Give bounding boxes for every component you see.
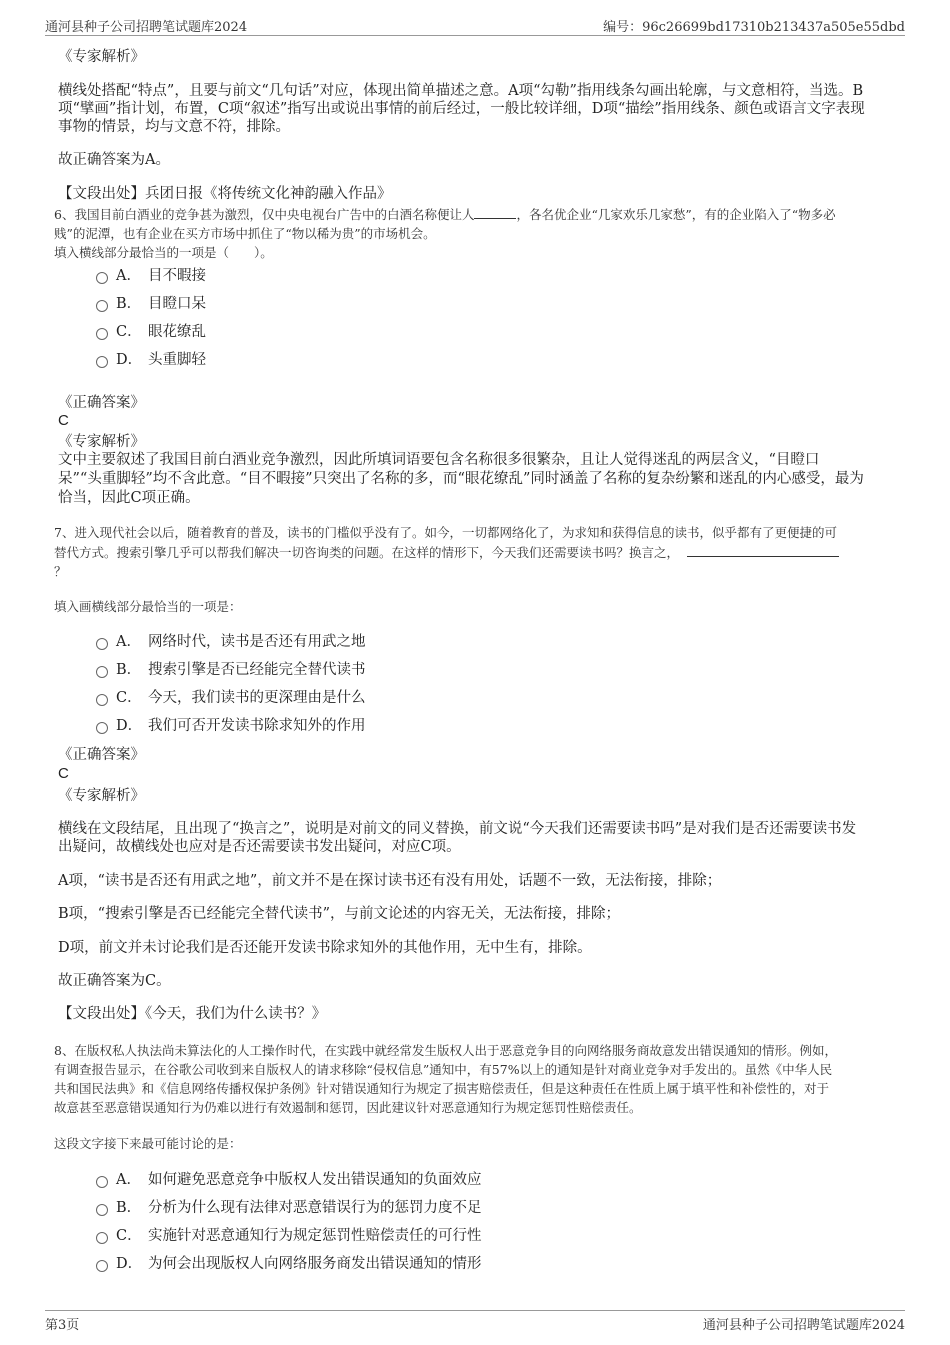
- q6-option-d[interactable]: D． 头重脚轻: [96, 350, 206, 370]
- radio-icon[interactable]: [96, 1204, 108, 1216]
- q6-prompt: 填入横线部分最恰当的一项是（ ）。: [54, 245, 273, 260]
- q7-analysis: [58, 820, 896, 856]
- q7-analysis-label: 《专家解析》: [58, 788, 145, 804]
- q7-conclusion: 故正确答案为C。: [58, 973, 171, 989]
- q6-analysis-line: 恰当，因此C项正确。: [58, 490, 200, 506]
- q5-analysis-line: 横线处搭配“特点”，且要与前文“几句话”对应，体现出简单描述之意。A项“勾勒”指用线条勾画出轮廓，与文意相符，当选。B: [58, 83, 864, 99]
- radio-icon[interactable]: [96, 1176, 108, 1188]
- footer-divider: [45, 1310, 905, 1311]
- q8-option-d[interactable]: D． 为何会出现版权人向网络服务商发出错误通知的情形: [96, 1254, 482, 1274]
- q7-option-b[interactable]: B． 搜索引擎是否已经能完全替代读书: [96, 660, 366, 680]
- q6-analysis-line: 呆”“头重脚轻”均不含此意。“目不暇接”只突出了名称的多，而“眼花缭乱”同时涵盖了名称的复杂纷繁和迷乱的内心感受，最为: [58, 471, 864, 487]
- document-code: 编号：96c26699bd17310b213437a505e55dbd: [603, 20, 905, 35]
- q6-option-a[interactable]: A． 目不暇接: [96, 266, 206, 286]
- q7-prompt: 填入画横线部分最恰当的一项是：: [54, 599, 242, 614]
- q7-option-c[interactable]: C． 今天，我们读书的更深理由是什么: [96, 688, 366, 708]
- q6-stem-part: 6、我国目前白酒业的竞争甚为激烈，仅中央电视台广告中的白酒名称便让人: [54, 207, 475, 222]
- q8-option-b[interactable]: B． 分析为什么现有法律对恶意错误行为的惩罚力度不足: [96, 1198, 482, 1218]
- q7-stem-part: 替代方式。搜索引擎几乎可以帮我们解决一切咨询类的问题。在这样的情形下，今天我们还需要读书吗？换言之，: [54, 545, 680, 560]
- q7-analysis-line: 出疑问，故横线处也应对是否还需要读书发出疑问，对应C项。: [58, 839, 461, 855]
- q5-analysis-label: 《专家解析》: [58, 49, 145, 65]
- header-title: 通河县种子公司招聘笔试题库2024: [45, 20, 248, 35]
- q8-stem-line: 有调查报告显示，在谷歌公司收到来自版权人的请求移除“侵权信息”通知中，有57%以上的通知是针对商业竞争对手发出的。虽然《中华人民: [54, 1062, 833, 1077]
- radio-icon[interactable]: [96, 666, 108, 678]
- radio-icon[interactable]: [96, 1232, 108, 1244]
- q8-option-a[interactable]: A． 如何避免恶意竞争中版权人发出错误通知的负面效应: [96, 1170, 482, 1190]
- q6-answer: C: [58, 412, 69, 429]
- q8-stem-line: 共和国民法典》和《信息网络传播权保护条例》针对错误通知行为规定了损害赔偿责任，但是这种责任在性质上属于填平性和补偿性的，对于: [54, 1081, 830, 1096]
- q7-blank: [687, 542, 839, 557]
- q7-stem-part: ？: [54, 564, 67, 579]
- radio-icon[interactable]: [96, 1260, 108, 1272]
- q8-stem-line: 故意甚至恶意错误通知行为仍难以进行有效遏制和惩罚，因此建议针对恶意通知行为规定惩罚性赔偿责任。: [54, 1100, 642, 1115]
- q5-analysis-line: 项“擘画”指计划，布置，C项“叙述”指写出或说出事情的前后经过，一般比较详细，D项“描绘”指用线条、颜色或语言文字表现: [58, 101, 865, 117]
- q7-answer-label: 《正确答案》: [58, 747, 145, 763]
- radio-icon[interactable]: [96, 356, 108, 368]
- q6-stem-part: ，各名优企业“几家欢乐几家愁”，有的企业陷入了“物多必: [516, 207, 836, 222]
- q6-analysis: [58, 451, 896, 508]
- radio-icon[interactable]: [96, 328, 108, 340]
- q5-conclusion: 故正确答案为A。: [58, 152, 170, 168]
- q7-analysis-d: D项，前文并未讨论我们是否还能开发读书除求知外的其他作用，无中生有，排除。: [58, 940, 592, 956]
- radio-icon[interactable]: [96, 722, 108, 734]
- q6-option-c[interactable]: C． 眼花缭乱: [96, 322, 206, 342]
- q7-answer: C: [58, 765, 69, 782]
- radio-icon[interactable]: [96, 638, 108, 650]
- q7-analysis-b: B项，“搜索引擎是否已经能完全替代读书”，与前文论述的内容无关，无法衔接，排除；: [58, 906, 620, 922]
- q6-stem: [54, 204, 896, 262]
- q6-analysis-label: 《专家解析》: [58, 434, 145, 450]
- q7-option-d[interactable]: D． 我们可否开发读书除求知外的作用: [96, 716, 366, 736]
- q7-source: 【文段出处】《今天，我们为什么读书？》: [58, 1006, 327, 1022]
- q5-analysis-line: 事物的情景，均与文意不符，排除。: [58, 119, 290, 135]
- q7-stem: [54, 523, 896, 581]
- q5-analysis: [58, 82, 896, 136]
- q7-option-a[interactable]: A． 网络时代，读书是否还有用武之地: [96, 632, 366, 652]
- radio-icon[interactable]: [96, 300, 108, 312]
- q8-prompt: 这段文字接下来最可能讨论的是：: [54, 1136, 242, 1151]
- footer-title: 通河县种子公司招聘笔试题库2024: [702, 1318, 905, 1333]
- q6-analysis-line: 文中主要叙述了我国目前白酒业竞争激烈，因此所填词语要包含名称很多很繁杂，且让人觉得迷乱的两层含义，“目瞪口: [58, 452, 820, 468]
- q6-blank: [474, 204, 516, 219]
- header-divider: [45, 35, 905, 36]
- q5-source: 【文段出处】兵团日报《将传统文化神韵融入作品》: [58, 186, 392, 202]
- q8-option-c[interactable]: C． 实施针对恶意通知行为规定惩罚性赔偿责任的可行性: [96, 1226, 482, 1246]
- q6-stem-part: 贱”的泥潭，也有企业在买方市场中抓住了“物以稀为贵”的市场机会。: [54, 226, 436, 241]
- radio-icon[interactable]: [96, 694, 108, 706]
- radio-icon[interactable]: [96, 272, 108, 284]
- q8-stem-line: 8、在版权私人执法尚未算法化的人工操作时代，在实践中就经常发生版权人出于恶意竞争目的向网络服务商故意发出错误通知的情形。例如，: [54, 1043, 837, 1058]
- q7-analysis-a: A项，“读书是否还有用武之地”，前文并不是在探讨读书还有没有用处，话题不一致，无法衔接，排除；: [58, 873, 722, 889]
- page-number: 第3页: [45, 1318, 80, 1333]
- q7-stem-part: 7、进入现代社会以后，随着教育的普及，读书的门槛似乎没有了。如今，一切都网络化了，为求知和获得信息的读书，似乎都有了更便捷的可: [54, 525, 837, 540]
- q7-analysis-line: 横线在文段结尾，且出现了“换言之”，说明是对前文的同义替换，前文说“今天我们还需要读书吗”是对我们是否还需要读书发: [58, 821, 857, 837]
- q6-answer-label: 《正确答案》: [58, 395, 145, 411]
- q8-stem: [54, 1041, 896, 1117]
- q6-option-b[interactable]: B． 目瞪口呆: [96, 294, 206, 314]
